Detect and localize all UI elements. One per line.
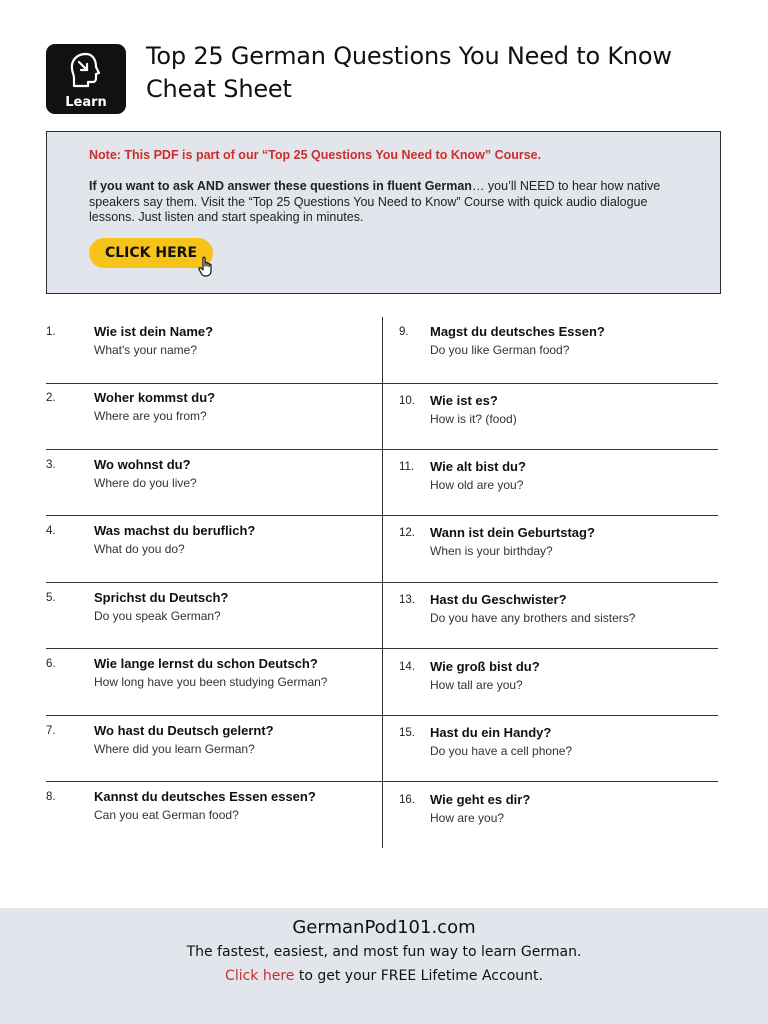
question-german: Wie groß bist du?	[430, 659, 540, 674]
question-number: 5.	[46, 592, 56, 604]
question-english: Do you have any brothers and sisters?	[430, 611, 636, 625]
click-here-button[interactable]: CLICK HERE	[89, 238, 213, 268]
question-german: Hast du Geschwister?	[430, 592, 567, 607]
question-german: Was machst du beruflich?	[94, 523, 256, 538]
question-english: What do you do?	[94, 542, 185, 556]
question-number: 4.	[46, 525, 56, 537]
row-divider	[46, 383, 718, 384]
question-english: How old are you?	[430, 478, 524, 492]
question-number: 11.	[399, 461, 415, 473]
question-german: Magst du deutsches Essen?	[430, 324, 605, 339]
row-divider	[46, 582, 718, 583]
question-german: Wie ist es?	[430, 393, 498, 408]
question-english: How long have you been studying German?	[94, 675, 328, 689]
page-title: Top 25 German Questions You Need to Know Cheat Sheet	[146, 42, 672, 103]
notice-text: … you’ll NEED to hear how native speakers say them. Visit the “Top 25 Questions You Need to Know” Course with quick audio dialogue lessons. Just listen and start speaking in minutes.	[89, 179, 661, 224]
footer-click-here-link[interactable]: Click here	[225, 968, 295, 984]
footer	[0, 908, 768, 1024]
footer-cta-text: to get your FREE Lifetime Account.	[294, 968, 543, 984]
footer-cta	[0, 968, 768, 984]
question-number: 6.	[46, 658, 56, 670]
questions-grid	[46, 317, 718, 848]
question-number: 2.	[46, 392, 56, 404]
head-learn-icon	[66, 50, 106, 90]
question-english: Where do you live?	[94, 476, 197, 490]
question-german: Wann ist dein Geburtstag?	[430, 525, 595, 540]
question-number: 3.	[46, 459, 56, 471]
question-english: Do you speak German?	[94, 609, 221, 623]
question-german: Wie ist dein Name?	[94, 324, 214, 339]
question-german: Wie geht es dir?	[430, 792, 531, 807]
question-english: Where did you learn German?	[94, 742, 255, 756]
row-divider	[46, 449, 718, 450]
pointer-hand-icon	[197, 256, 217, 278]
footer-tagline: The fastest, easiest, and most fun way to learn German.	[186, 944, 582, 960]
notice-note: Note: This PDF is part of our “Top 25 Questions You Need to Know” Course.	[89, 148, 542, 162]
question-number: 15.	[399, 727, 415, 739]
question-german: Wie alt bist du?	[430, 459, 526, 474]
question-german: Wo wohnst du?	[94, 457, 191, 472]
question-number: 7.	[46, 725, 56, 737]
question-english: What's your name?	[94, 343, 198, 357]
footer-site-name: GermanPod101.com	[292, 917, 476, 938]
logo-label: Learn	[65, 95, 107, 110]
notice-lead: If you want to ask AND answer these questions in fluent German	[89, 179, 472, 193]
question-english: Can you eat German food?	[94, 808, 239, 822]
question-number: 16.	[399, 794, 415, 806]
question-german: Wo hast du Deutsch gelernt?	[94, 723, 274, 738]
question-german: Kannst du deutsches Essen essen?	[94, 789, 316, 804]
course-notice	[46, 131, 721, 294]
question-german: Wie lange lernst du schon Deutsch?	[94, 656, 318, 671]
question-english: How is it? (food)	[430, 412, 517, 426]
question-number: 13.	[399, 594, 415, 606]
question-english: Where are you from?	[94, 409, 207, 423]
question-english: Do you like German food?	[430, 343, 570, 357]
question-english: How are you?	[430, 811, 505, 825]
question-number: 8.	[46, 791, 56, 803]
question-german: Woher kommst du?	[94, 390, 216, 405]
question-number: 9.	[399, 326, 409, 338]
row-divider	[46, 715, 718, 716]
question-number: 12.	[399, 527, 415, 539]
row-divider	[46, 781, 718, 782]
question-number: 10.	[399, 395, 415, 407]
row-divider	[46, 515, 718, 516]
question-german: Sprichst du Deutsch?	[94, 590, 229, 605]
question-number: 14.	[399, 661, 415, 673]
notice-body	[89, 179, 689, 226]
question-english: Do you have a cell phone?	[430, 744, 573, 758]
question-number: 1.	[46, 326, 56, 338]
row-divider	[46, 648, 718, 649]
question-german: Hast du ein Handy?	[430, 725, 552, 740]
question-english: How tall are you?	[430, 678, 523, 692]
learn-logo	[46, 44, 126, 114]
question-english: When is your birthday?	[430, 544, 553, 558]
